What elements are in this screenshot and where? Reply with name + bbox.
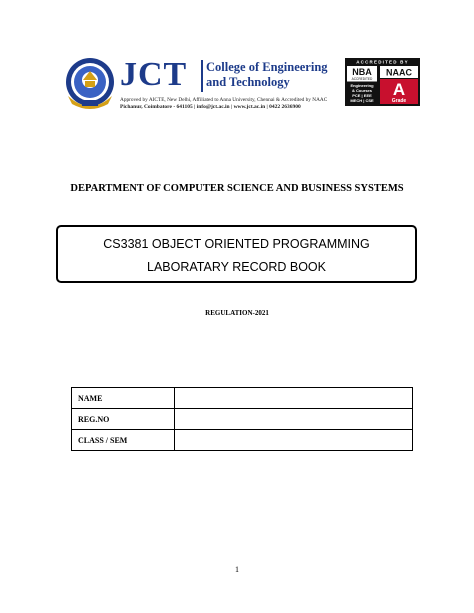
name-label: NAME [72, 388, 175, 409]
jct-logo-text: JCT [120, 56, 188, 93]
logo-divider [201, 60, 203, 92]
class-sem-label: CLASS / SEM [72, 430, 175, 451]
college-name [206, 60, 328, 90]
program-line-1: Engineering [350, 83, 374, 88]
student-info-table [71, 387, 413, 451]
address-text: Pichanur, Coimbatore - 641105 | info@jct.ac.in | www.jct.ac.in | 0422 2636900 [120, 104, 301, 110]
course-title: CS3381 OBJECT ORIENTED PROGRAMMING [103, 237, 370, 251]
program-line-2: & Courses [351, 88, 373, 93]
program-line-4: MECH | CSE [350, 98, 374, 103]
naac-logo-text: NAAC [386, 67, 412, 78]
naac-grade-letter: A [392, 80, 406, 99]
reg-no-label: REG.NO [72, 409, 175, 430]
reg-no-value [175, 409, 413, 430]
nba-logo-text: NBA [352, 67, 372, 77]
accreditation-badge [345, 58, 420, 106]
department-heading: DEPARTMENT OF COMPUTER SCIENCE AND BUSINESS SYSTEMS [70, 183, 404, 194]
name-value [175, 388, 413, 409]
college-name-line1: College of Engineering [206, 60, 328, 74]
table-row [72, 430, 413, 451]
college-seal-logo [64, 56, 116, 112]
page-number: 1 [235, 565, 239, 574]
accredited-by-label: ACCREDITED BY [356, 59, 409, 65]
table-row [72, 388, 413, 409]
college-name-line2: and Technology [206, 75, 290, 89]
table-row [72, 409, 413, 430]
naac-grade-label: Grade [391, 98, 407, 104]
regulation-label: REGULATION-2021 [205, 309, 269, 317]
record-book-title: LABORATARY RECORD BOOK [147, 260, 326, 274]
title-box [56, 225, 417, 283]
class-sem-value [175, 430, 413, 451]
program-line-3: PCE | EEE [352, 93, 372, 98]
nba-accredited-text: ACCREDITED [351, 77, 373, 81]
approval-text: Approved by AICTE, New Delhi, Affiliated to Anna University, Chennai & Accredited by NAAC [120, 97, 328, 103]
